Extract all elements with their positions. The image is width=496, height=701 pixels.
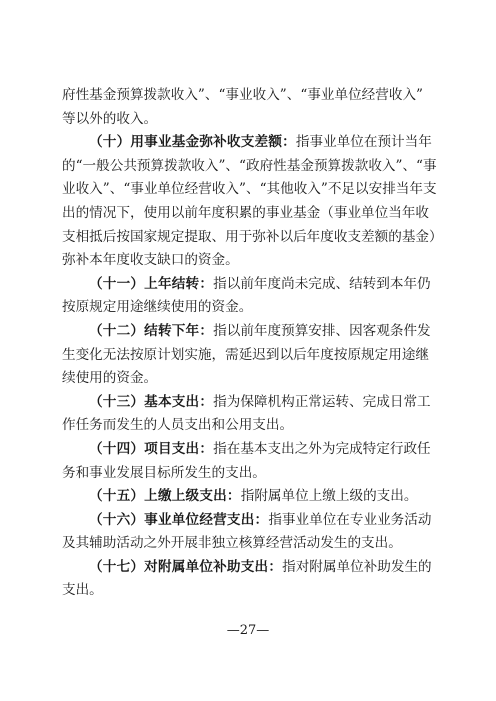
definition-line: （十四）项目支出：指在基本支出之外为完成特定行政任 <box>89 440 431 457</box>
definition-line: （十七）对附属单位补助支出：指对附属单位补助发生的 <box>89 558 432 575</box>
text-line: 的“一般公共预算拨款收入”、“政府性基金预算拨款收入”、“事 <box>62 157 437 174</box>
text-line: 续使用的资金。 <box>62 370 158 387</box>
definition-term: （十四）项目支出： <box>89 440 214 457</box>
text-line: 支出。 <box>62 582 103 599</box>
definition-term: （十一）上年结转： <box>89 275 214 292</box>
definition-term: （十七）对附属单位补助支出： <box>89 558 283 575</box>
page-number: —27— <box>226 623 270 638</box>
definition-term: （十）用事业基金弥补收支差额： <box>89 134 296 151</box>
definition-line: （十五）上缴上级支出：指附属单位上缴上级的支出。 <box>89 488 418 505</box>
definition-term: （十二）结转下年： <box>89 322 214 339</box>
definition-line: （十）用事业基金弥补收支差额：指事业单位在预计当年 <box>89 134 432 151</box>
text-line: 生变化无法按原计划实施，需延迟到以后年度按原规定用途继 <box>62 346 430 363</box>
definition-term: （十三）基本支出： <box>89 393 214 410</box>
text-line: 务和事业发展目标所发生的支出。 <box>62 464 266 481</box>
text-line: 支相抵后按国家规定提取、用于弥补以后年度收支差额的基金） <box>62 228 443 245</box>
definition-line: （十三）基本支出：指为保障机构正常运转、完成日常工 <box>89 393 431 410</box>
text-line: 按原规定用途继续使用的资金。 <box>62 299 253 316</box>
definition-term: （十五）上缴上级支出： <box>89 488 241 505</box>
text-line: 等以外的收入。 <box>62 110 158 127</box>
text-line: 出的情况下，使用以前年度积累的事业基金（事业单位当年收 <box>62 204 430 221</box>
definition-line: （十一）上年结转：指以前年度尚未完成、结转到本年仍 <box>89 275 431 292</box>
text-line: 及其辅助活动之外开展非独立核算经营活动发生的支出。 <box>62 535 402 552</box>
text-line: 业收入”、“事业单位经营收入”、“其他收入”不足以安排当年支 <box>62 181 437 198</box>
text-line: 府性基金预算拨款收入”、“事业收入”、“事业单位经营收入” <box>62 87 423 103</box>
definition-line: （十六）事业单位经营支出：指事业单位在专业业务活动 <box>89 511 432 528</box>
definition-line: （十二）结转下年：指以前年度预算安排、因客观条件发 <box>89 322 431 339</box>
text-line: 弥补本年度收支缺口的资金。 <box>62 252 239 269</box>
body-text <box>62 84 443 603</box>
text-line: 作任务而发生的人员支出和公用支出。 <box>62 417 294 434</box>
definition-term: （十六）事业单位经营支出： <box>89 511 269 528</box>
